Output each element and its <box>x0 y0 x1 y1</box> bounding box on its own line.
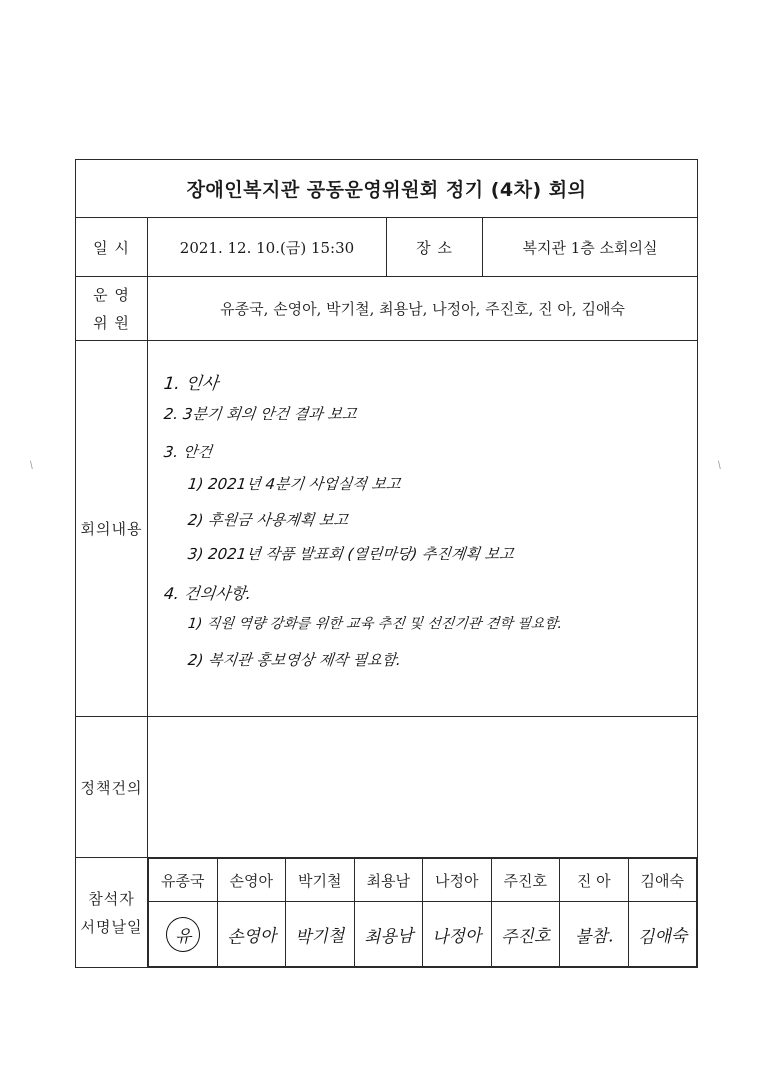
attendee-signature <box>628 902 697 967</box>
scan-mark: / <box>27 459 36 472</box>
content-line: 1) 2021년 4분기 사업실적 보고 <box>187 475 402 493</box>
attendee-signature <box>354 902 423 967</box>
content-line: 3. 안건 <box>163 443 213 461</box>
attendee-name: 주진호 <box>491 859 560 902</box>
signature-text: 최용남 <box>363 925 414 948</box>
date-label: 일 시 <box>76 218 148 277</box>
scan-mark: / <box>715 459 724 472</box>
members-label-line2: 위 원 <box>93 313 130 332</box>
content-line: 3) 2021년 작품 발표회 (열린마당) 추진계획 보고 <box>187 545 515 563</box>
signature-text: 유 <box>165 916 201 952</box>
attendee-signature <box>149 902 218 967</box>
attendee-name: 나정아 <box>423 859 492 902</box>
document-title: 장애인복지관 공동운영위원회 정기 (4차) 회의 <box>76 160 698 218</box>
content-line: 2) 복지관 홍보영상 제작 필요함. <box>187 651 403 669</box>
content-line: 2. 3분기 회의 안건 결과 보고 <box>163 405 358 423</box>
attendance-grid <box>148 858 698 968</box>
signature-table <box>148 858 697 967</box>
attendee-signature <box>423 902 492 967</box>
signature-text: 불참. <box>574 925 614 948</box>
attendee-name: 유종국 <box>149 859 218 902</box>
content-line: 2) 후원금 사용계획 보고 <box>187 511 350 529</box>
signature-text: 손영아 <box>226 925 277 948</box>
content-line: 1. 인사 <box>162 374 220 394</box>
attendee-signature <box>491 902 560 967</box>
members-label <box>76 277 148 341</box>
date-value: 2021. 12. 10.(금) 15:30 <box>148 218 387 277</box>
place-label: 장 소 <box>387 218 483 277</box>
content-line: 1) 직원 역량 강화를 위한 교육 추진 및 선진기관 견학 필요함. <box>187 616 564 632</box>
members-label-line1: 운 영 <box>93 285 130 304</box>
minutes-table <box>75 159 698 968</box>
attendee-signature <box>286 902 355 967</box>
signature-text: 박기철 <box>294 925 345 948</box>
attendee-signature <box>560 902 629 967</box>
signature-text: 주진호 <box>500 925 551 948</box>
policy-value <box>148 717 698 858</box>
attendee-name: 진 아 <box>560 859 629 902</box>
policy-label: 정책건의 <box>76 717 148 858</box>
attendee-name: 김애숙 <box>628 859 697 902</box>
attendance-label-line2: 서명날일 <box>80 917 143 936</box>
place-value: 복지관 1층 소회의실 <box>483 218 698 277</box>
content-label: 회의내용 <box>76 341 148 717</box>
content-area <box>148 341 698 717</box>
members-value: 유종국, 손영아, 박기철, 최용남, 나정아, 주진호, 진 아, 김애숙 <box>148 277 698 341</box>
signature-text: 나정아 <box>431 925 482 948</box>
attendee-name: 손영아 <box>217 859 286 902</box>
attendee-name: 박기철 <box>286 859 355 902</box>
attendance-label <box>76 858 148 968</box>
meeting-minutes-form <box>75 159 697 964</box>
signature-text: 김애숙 <box>637 925 688 948</box>
attendee-name: 최용남 <box>354 859 423 902</box>
attendance-label-line1: 참석자 <box>88 889 135 908</box>
content-line: 4. 건의사항. <box>162 584 253 603</box>
attendee-signature <box>217 902 286 967</box>
